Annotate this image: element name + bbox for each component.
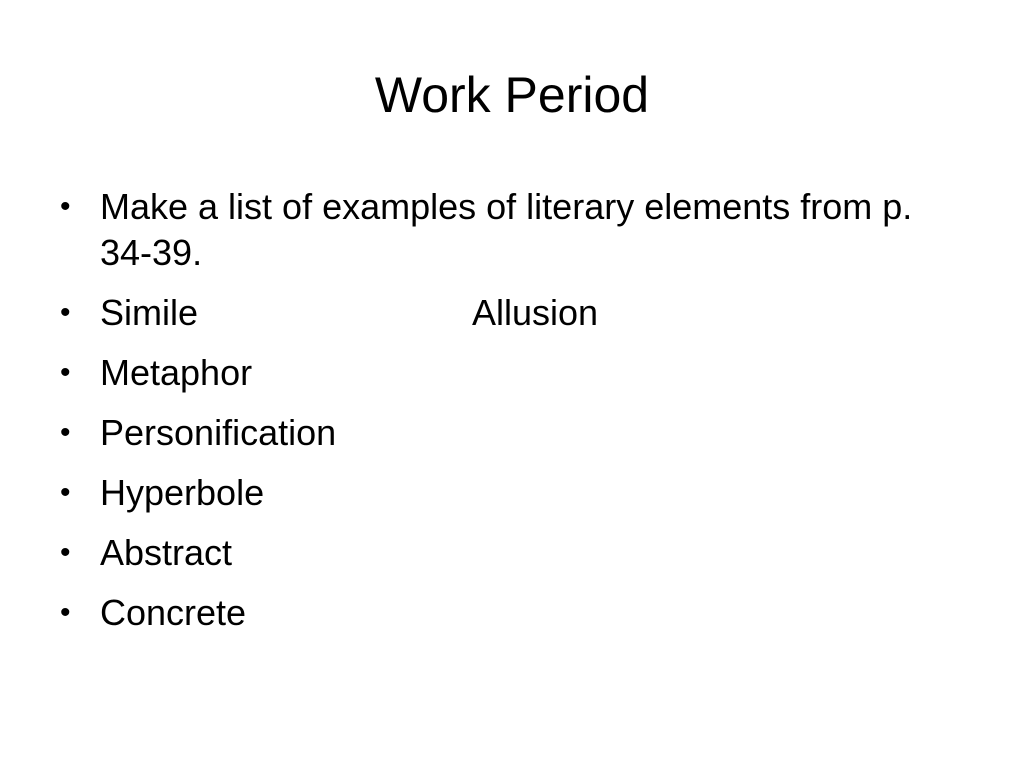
bullet-icon: • <box>60 536 71 569</box>
list-item-text: Concrete <box>100 592 247 633</box>
bullet-icon: • <box>60 596 71 629</box>
list-item-text: Metaphor <box>100 352 253 393</box>
list-item-text: Personification <box>100 412 337 453</box>
list-item-text: Abstract <box>100 532 233 573</box>
list-item <box>56 530 956 576</box>
list-item <box>56 184 956 276</box>
list-item-text: Simile <box>100 292 199 333</box>
bullet-icon: • <box>60 356 71 389</box>
slide-title: Work Period <box>374 67 650 123</box>
bullet-icon: • <box>60 476 71 509</box>
bullet-icon: • <box>60 190 71 223</box>
list-item <box>56 470 956 516</box>
bullet-icon: • <box>60 296 71 329</box>
bullet-list <box>56 184 956 650</box>
list-item <box>56 590 956 636</box>
list-item-text: Hyperbole <box>100 472 265 513</box>
list-item-text-secondary: Allusion <box>472 292 599 333</box>
list-item <box>56 290 956 336</box>
bullet-icon: • <box>60 416 71 449</box>
list-item <box>56 350 956 396</box>
list-item-text: Make a list of examples of literary elements from p. 34-39. <box>100 186 913 273</box>
list-item <box>56 410 956 456</box>
